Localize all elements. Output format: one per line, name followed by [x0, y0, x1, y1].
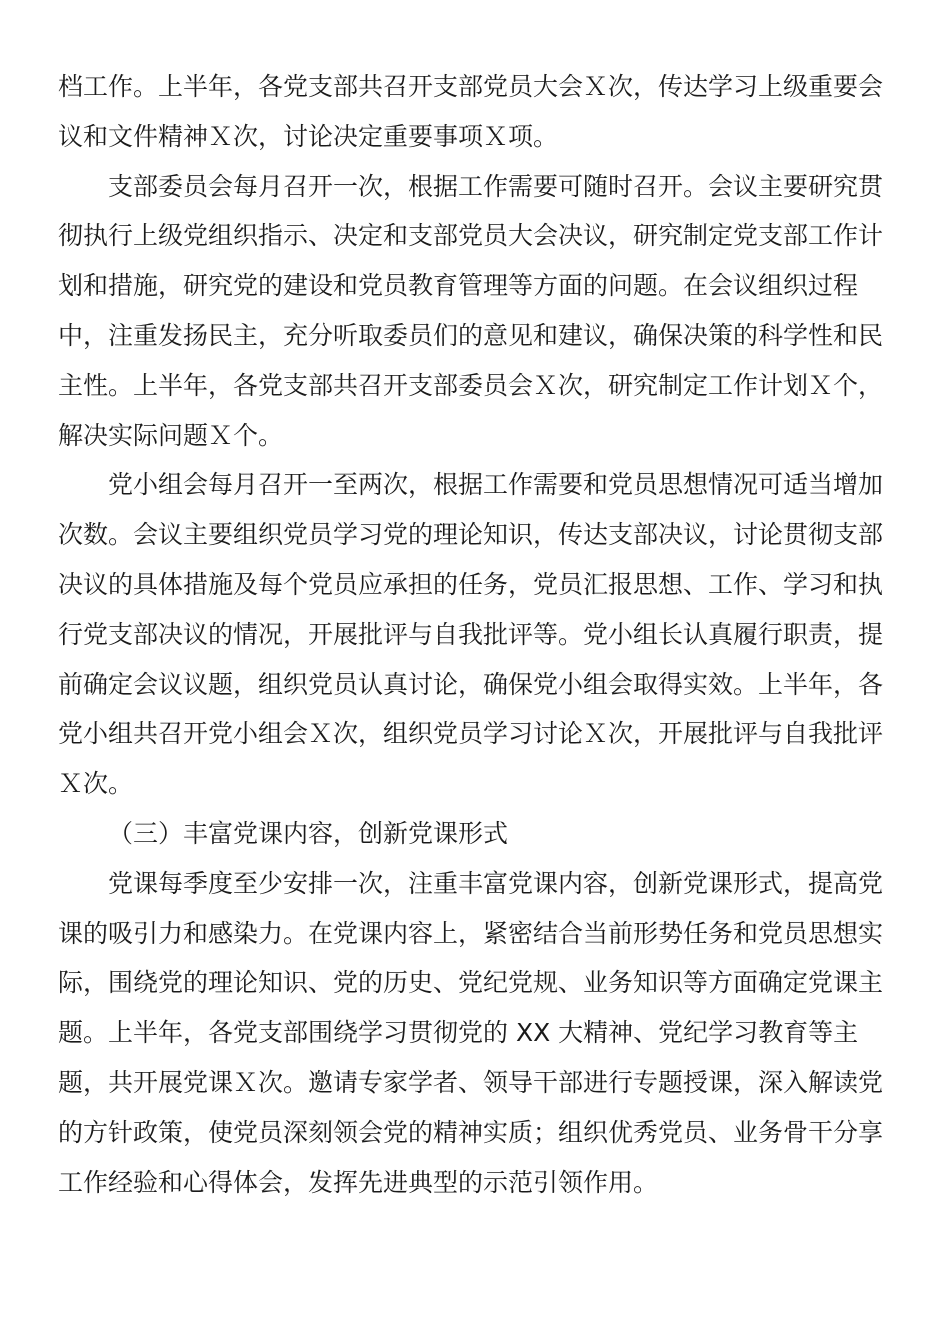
text-line: 际，围绕党的理论知识、党的历史、党纪党规、业务知识等方面确定党课主	[58, 968, 884, 998]
paragraph-party-group	[58, 460, 882, 809]
text-line: 题。上半年，各党支部围绕学习贯彻党的 XX 大精神、党纪学习教育等主	[58, 1018, 859, 1048]
text-line: 的方针政策，使党员深刻领会党的精神实质；组织优秀党员、业务骨干分享	[58, 1117, 884, 1147]
section-heading-text: （三）丰富党课内容，创新党课形式	[108, 818, 509, 848]
text-line: 决议的具体措施及每个党员应承担的任务，党员汇报思想、工作、学习和执	[58, 569, 884, 599]
text-line: 前确定会议议题，组织党员认真讨论，确保党小组会取得实效。上半年，各	[58, 669, 884, 699]
text-line: 支部委员会每月召开一次，根据工作需要可随时召开。会议主要研究贯	[108, 171, 884, 201]
text-line: Ｘ次。	[58, 769, 134, 799]
text-line: 彻执行上级党组织指示、决定和支部党员大会决议，研究制定党支部工作计	[58, 221, 884, 251]
text-line: 党课每季度至少安排一次，注重丰富党课内容，创新党课形式，提高党	[108, 868, 884, 898]
text-line: 划和措施，研究党的建设和党员教育管理等方面的问题。在会议组织过程	[58, 271, 859, 301]
text-line: 党小组会每月召开一至两次，根据工作需要和党员思想情况可适当增加	[108, 470, 884, 500]
paragraph-meeting-summary	[58, 62, 882, 162]
paragraph-party-lessons	[58, 859, 882, 1208]
paragraph-branch-committee	[58, 162, 882, 461]
text-line: 次数。会议主要组织党员学习党的理论知识，传达支部决议，讨论贯彻支部	[58, 520, 884, 550]
text-line: 课的吸引力和感染力。在党课内容上，紧密结合当前形势任务和党员思想实	[58, 918, 884, 948]
text-line: 中，注重发扬民主，充分听取委员们的意见和建议，确保决策的科学性和民	[58, 320, 884, 350]
text-line: 行党支部决议的情况，开展批评与自我批评等。党小组长认真履行职责，提	[58, 619, 884, 649]
text-line: 党小组共召开党小组会Ｘ次，组织党员学习讨论Ｘ次，开展批评与自我批评	[58, 719, 884, 749]
text-line: 档工作。上半年，各党支部共召开支部党员大会Ｘ次，传达学习上级重要会	[58, 72, 884, 101]
section-heading	[58, 809, 882, 859]
text-line: 题，共开展党课Ｘ次。邀请专家学者、领导干部进行专题授课，深入解读党	[58, 1067, 884, 1097]
text-line: 解决实际问题Ｘ个。	[58, 420, 284, 450]
document-body	[58, 62, 882, 1207]
text-line: 工作经验和心得体会，发挥先进典型的示范引领作用。	[58, 1167, 659, 1197]
text-line: 主性。上半年，各党支部共召开支部委员会Ｘ次，研究制定工作计划Ｘ个，	[58, 370, 884, 400]
text-line: 议和文件精神Ｘ次，讨论决定重要事项Ｘ项。	[58, 121, 559, 151]
